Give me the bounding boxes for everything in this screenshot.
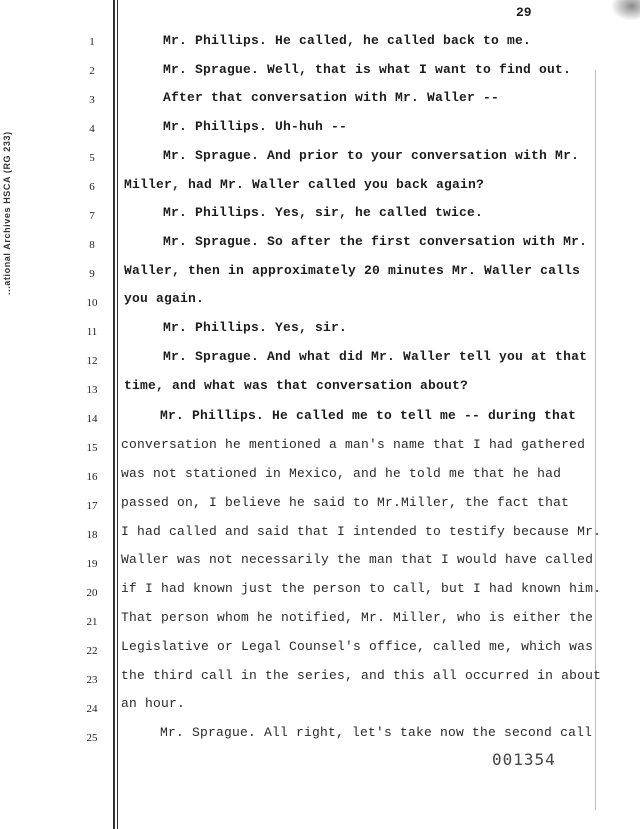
right-margin-rule (595, 70, 596, 810)
line-number: 22 (86, 645, 98, 657)
transcript-line: That person whom he notified, Mr. Miller, who is either the (121, 610, 594, 625)
transcript-line: Mr. Sprague. So after the first conversation with Mr. (163, 234, 588, 249)
transcript-line: the third call in the series, and this all occurred in about (121, 668, 602, 683)
line-number: 4 (89, 123, 95, 135)
line-number: 1 (89, 36, 95, 48)
transcript-line: After that conversation with Mr. Waller -- (163, 90, 500, 105)
transcript-line: Mr. Phillips. Yes, sir, he called twice. (163, 205, 484, 220)
line-number: 5 (89, 152, 95, 164)
transcript-line: you again. (124, 291, 205, 306)
line-number: 13 (86, 384, 98, 396)
line-number: 2 (89, 65, 95, 77)
line-number: 8 (89, 239, 95, 251)
transcript-line: Waller was not necessarily the man that I would have called (121, 552, 594, 567)
transcript-line: an hour. (121, 696, 186, 711)
transcript-line: Mr. Sprague. Well, that is what I want to find out. (163, 62, 572, 77)
transcript-line: Legislative or Legal Counsel's office, called me, which was (121, 639, 594, 654)
line-number: 7 (89, 210, 95, 222)
transcript-line: Waller, then in approximately 20 minutes Mr. Waller calls (124, 263, 581, 278)
archive-stamp: ...ational Archives HSCA (RG 233) (2, 131, 12, 295)
transcript-line: Mr. Sprague. And prior to your conversation with Mr. (163, 148, 580, 163)
transcript-line: I had called and said that I intended to testify because Mr. (121, 524, 602, 539)
line-number: 12 (86, 355, 98, 367)
transcript-line: Mr. Sprague. And what did Mr. Waller tell you at that (163, 349, 588, 364)
line-number: 6 (89, 181, 95, 193)
transcript-line: Mr. Phillips. He called me to tell me -- during that (160, 408, 577, 423)
transcript-line: Mr. Phillips. Yes, sir. (163, 320, 348, 335)
transcript-line: time, and what was that conversation about? (124, 378, 469, 393)
line-number: 18 (86, 529, 98, 541)
line-number: 10 (86, 297, 98, 309)
page-number: 29 (516, 5, 532, 20)
line-number: 15 (86, 442, 98, 454)
transcript-line: was not stationed in Mexico, and he told me that he had (121, 466, 562, 481)
transcript-line: conversation he mentioned a man's name that I had gathered (121, 437, 586, 452)
document-id-number: 001354 (492, 750, 556, 769)
line-number: 25 (86, 732, 98, 744)
line-number: 16 (86, 471, 98, 483)
transcript-line: if I had known just the person to call, but I had known him. (121, 581, 602, 596)
line-number: 3 (89, 94, 95, 106)
line-number: 24 (86, 703, 98, 715)
margin-rule-inner (117, 0, 118, 829)
line-number: 20 (86, 587, 98, 599)
line-number: 17 (86, 500, 98, 512)
line-number: 11 (86, 326, 98, 338)
line-number: 21 (86, 616, 98, 628)
transcript-line: Mr. Phillips. He called, he called back to me. (163, 33, 532, 48)
margin-rule (113, 0, 115, 829)
transcript-line: passed on, I believe he said to Mr.Miller, the fact that (121, 495, 570, 510)
line-number: 23 (86, 674, 98, 686)
transcript-line: Miller, had Mr. Waller called you back again? (124, 177, 485, 192)
transcript-line: Mr. Sprague. All right, let's take now the second call (160, 725, 593, 740)
scan-smudge (612, 0, 640, 20)
transcript-line: Mr. Phillips. Uh-huh -- (163, 119, 348, 134)
line-number: 19 (86, 558, 98, 570)
line-number: 14 (86, 413, 98, 425)
line-number: 9 (89, 268, 95, 280)
